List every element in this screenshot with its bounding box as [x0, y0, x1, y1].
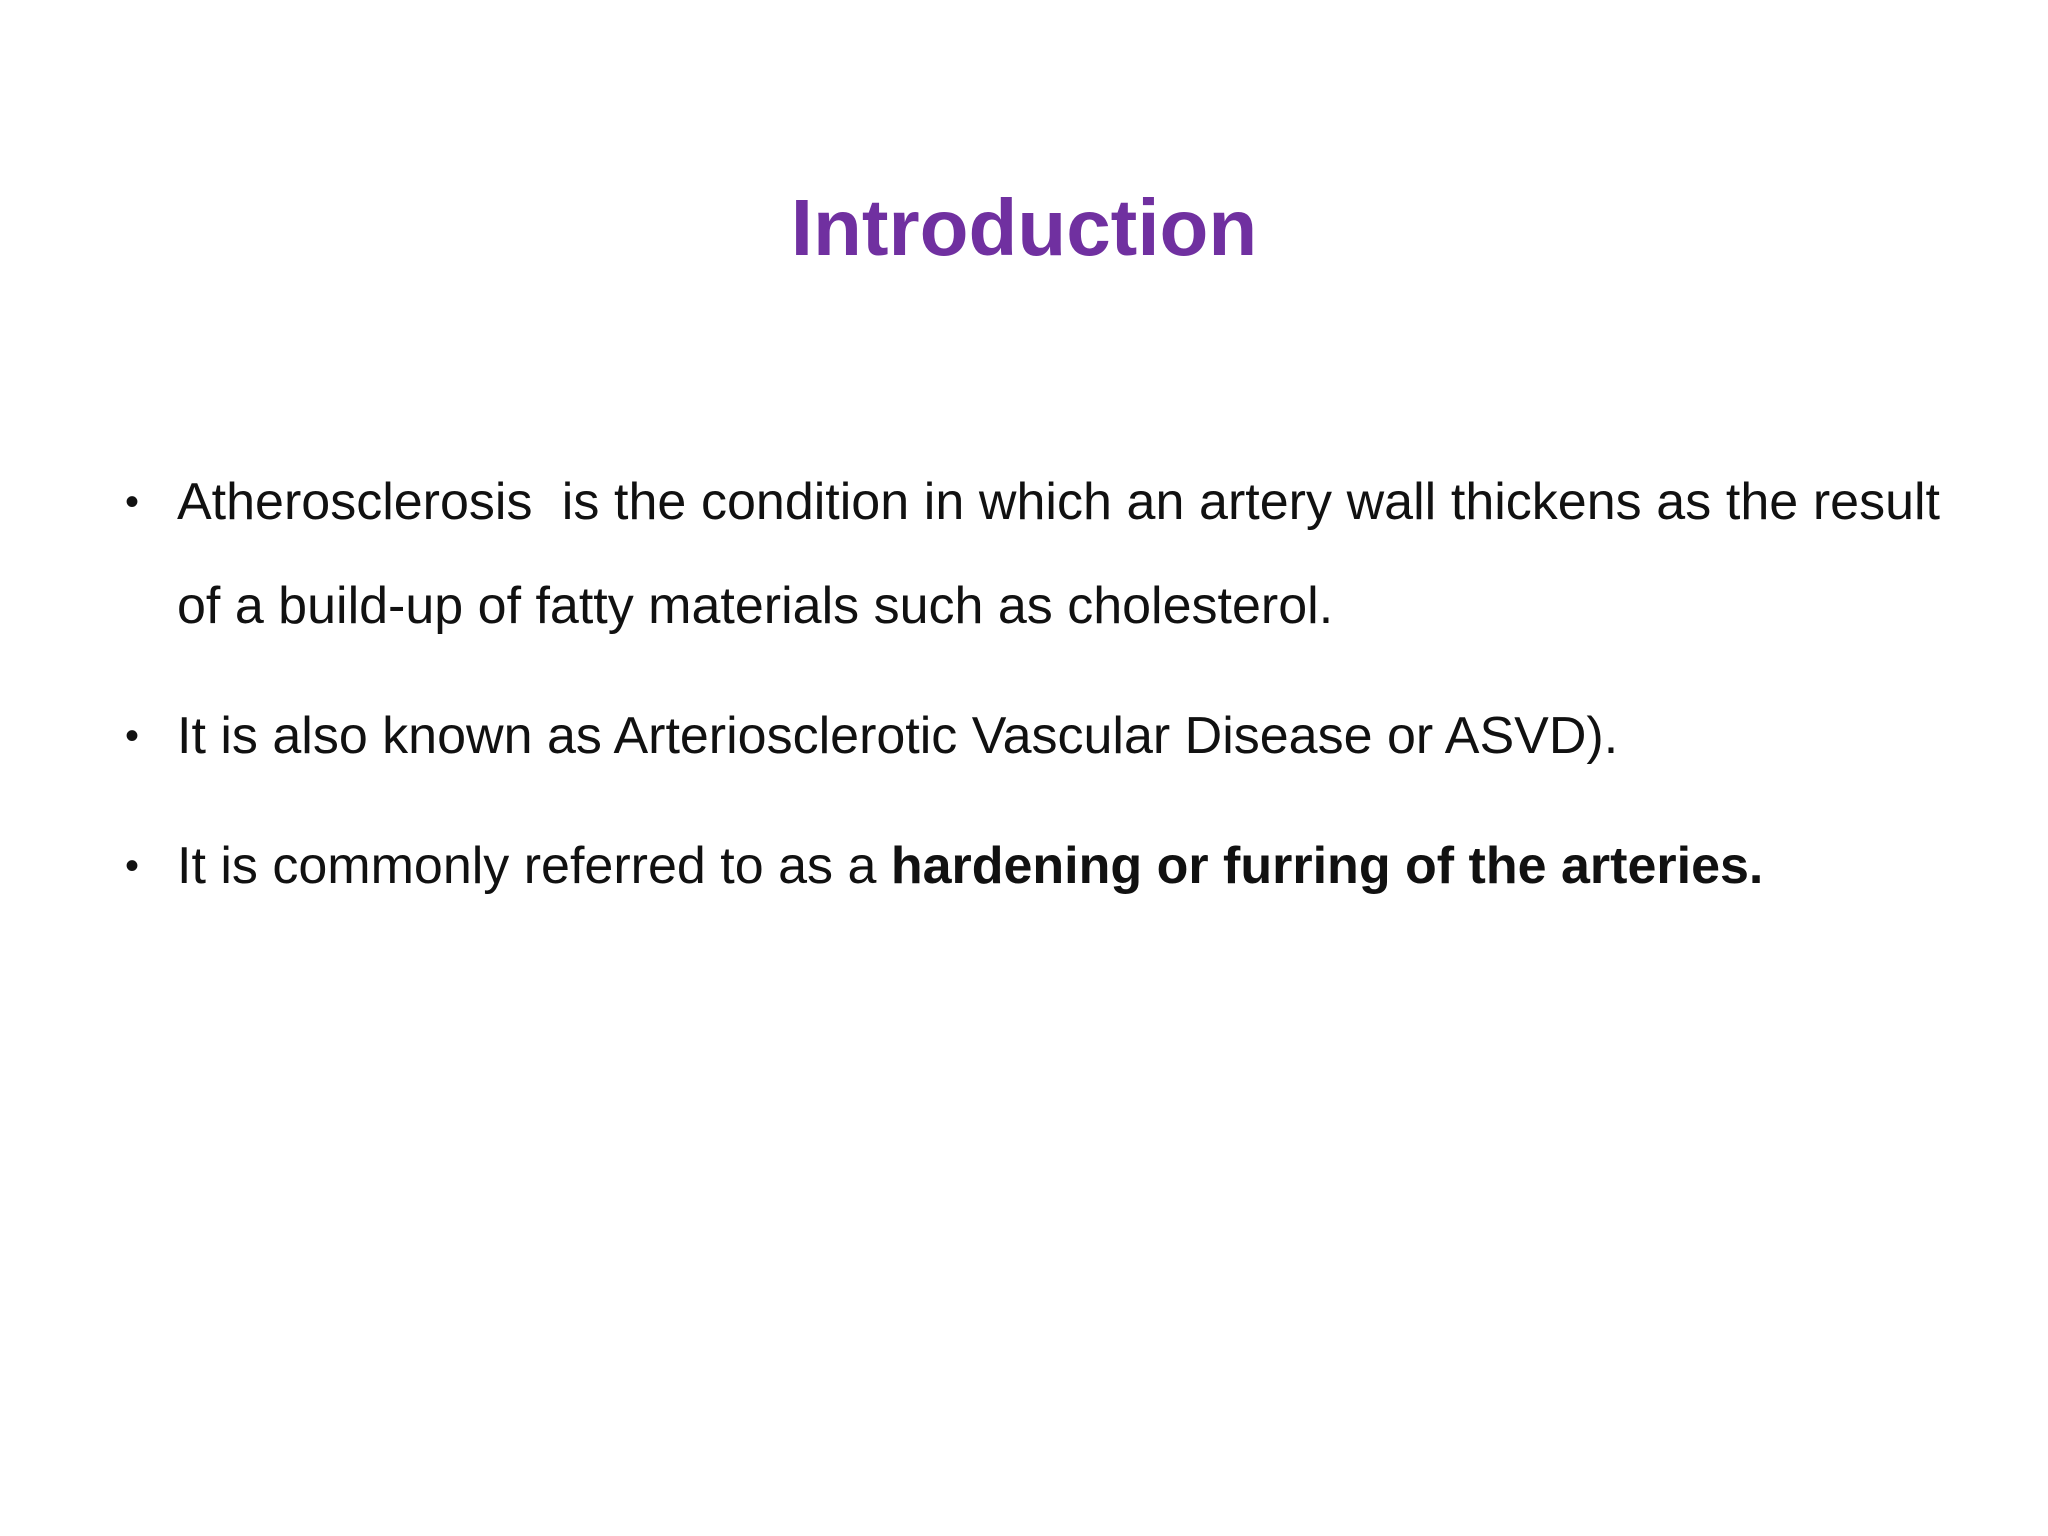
bullet-list — [125, 450, 1955, 944]
bullet-item-2 — [125, 684, 1940, 788]
bullet-text-emphasis: hardening or furring of the arteries. — [890, 837, 1764, 895]
bullet-text: Atherosclerosis is the condition in which an artery wall thickens as the result of a build-up of fatty materials such as cholesterol. — [177, 473, 1955, 635]
bullet-text: It is also known as Arteriosclerotic Vascular Disease or ASVD). — [177, 707, 1619, 765]
bullet-icon: • — [125, 480, 140, 524]
bullet-item-1 — [125, 450, 1955, 658]
bullet-text: It is commonly referred to as a — [177, 837, 891, 895]
slide-title: Introduction — [790, 183, 1258, 272]
bullet-item-3 — [125, 814, 1940, 918]
bullet-icon: • — [125, 714, 140, 758]
bullet-icon: • — [125, 844, 140, 888]
